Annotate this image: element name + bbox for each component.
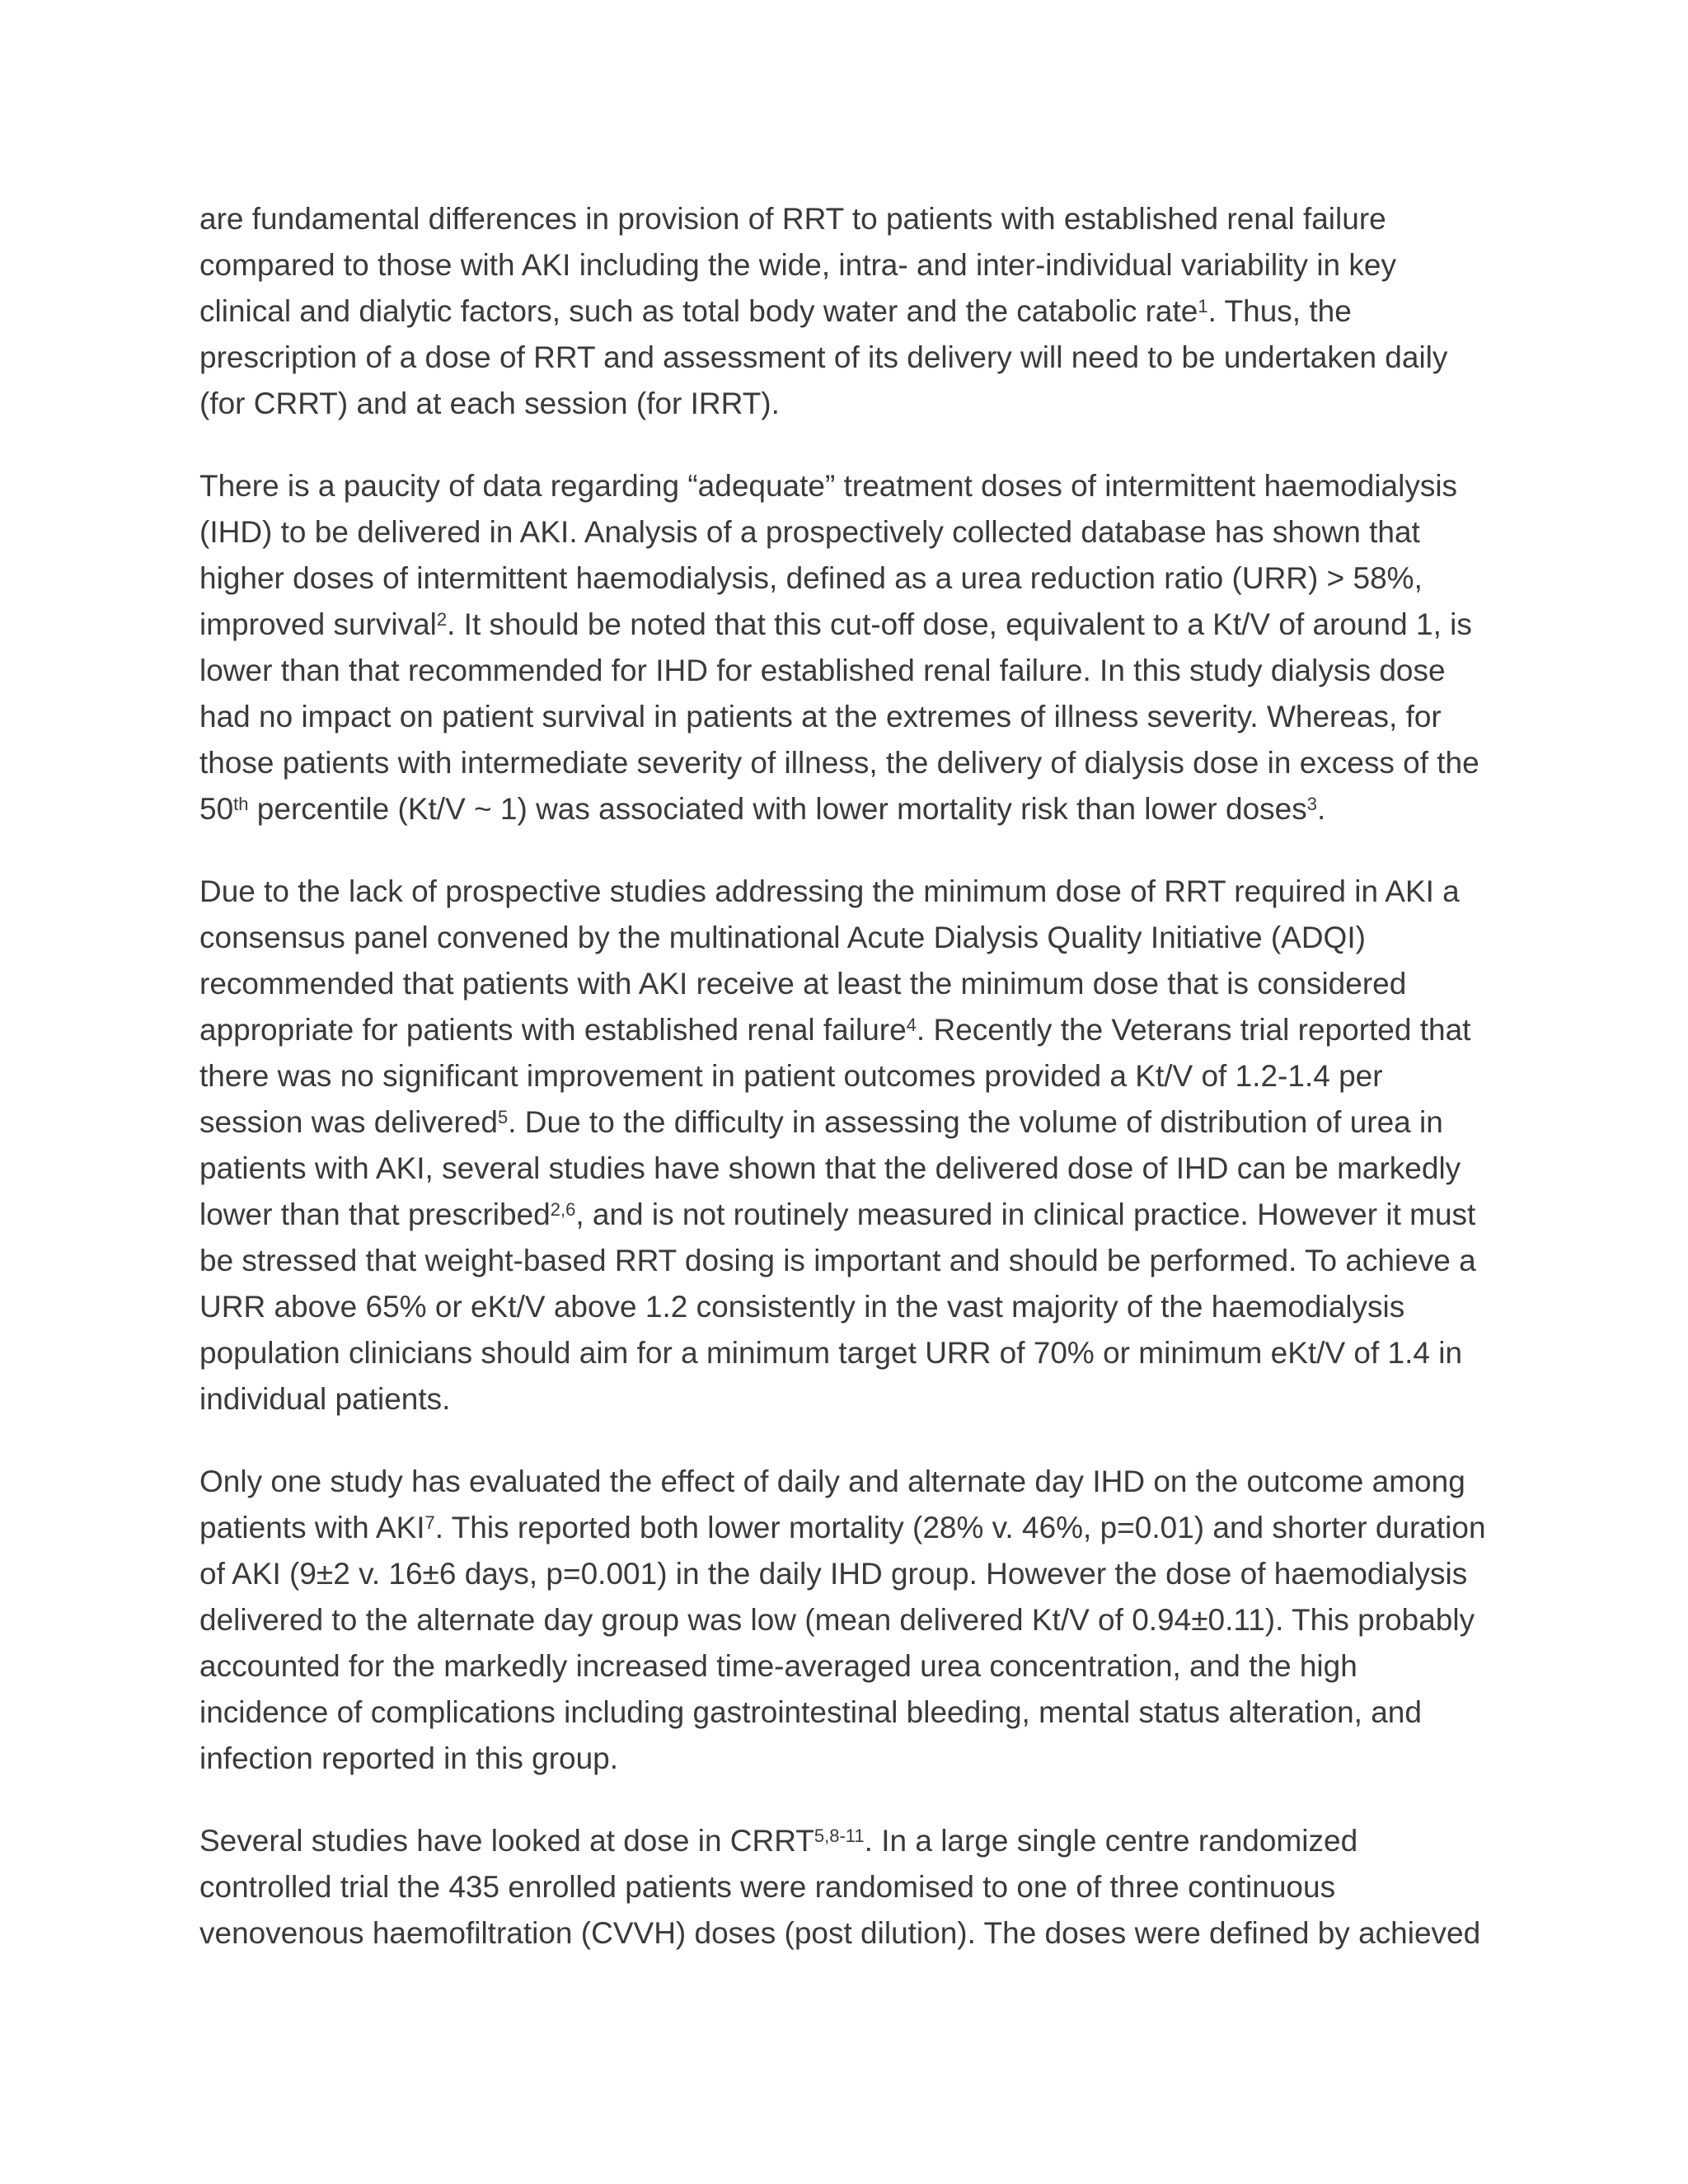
citation-superscript: 3 [1306, 793, 1317, 814]
paragraph-text: . Thus, the prescription of a dose of RRT and assessment of its delivery will need to be undertaken daily (for CRRT) and at each session (for IRRT). [199, 294, 1448, 420]
ordinal-superscript: th [233, 793, 249, 814]
citation-superscript: 1 [1198, 295, 1208, 316]
citation-superscript: 4 [906, 1014, 917, 1035]
paragraph-text: Several studies have looked at dose in CRRT [199, 1824, 814, 1858]
body-text [199, 196, 1493, 1993]
paragraph-text: . It should be noted that this cut-off dose, equivalent to a Kt/V of around 1, is lower than that recommended for IHD for established renal failure. In this study dialysis dose had no impact on patient survival in patients at the extremes of illness severity. Whereas, for those patients with intermediate severity of illness, the delivery of dialysis dose in excess of the 50 [199, 607, 1479, 826]
paragraph-text: , and is not routinely measured in clinical practice. However it must be stressed that weight-based RRT dosing is important and should be performed. To achieve a URR above 65% or eKt/V above 1.2 consistently in the vast majority of the haemodialysis population clinicians should aim for a minimum target URR of 70% or minimum eKt/V of 1.4 in individual patients. [199, 1197, 1476, 1416]
citation-superscript: 2,6 [550, 1198, 576, 1220]
paragraph-text: . Recently the Veterans trial reported that there was no significant improvement in patient outcomes provided a Kt/V of 1.2-1.4 per session was delivered [199, 1013, 1471, 1139]
citation-superscript: 7 [424, 1511, 435, 1533]
citation-superscript: 2 [436, 608, 448, 630]
paragraph-text: . Due to the difficulty in assessing the volume of distribution of urea in patients with AKI, several studies have shown that the delivered dose of IHD can be markedly lower than that prescribed [199, 1105, 1461, 1231]
paragraph-4 [199, 1459, 1493, 1782]
paragraph-2 [199, 463, 1493, 832]
paragraph-text: There is a paucity of data regarding “adequate” treatment doses of intermittent haemodialysis (IHD) to be delivered in AKI. Analysis of a prospectively collected database has shown that higher doses of intermittent haemodialysis, defined as a urea reduction ratio (URR) > 58%, improved survival [199, 469, 1458, 641]
citation-superscript: 5,8-11 [814, 1825, 865, 1846]
paragraph-5 [199, 1818, 1493, 1957]
paragraph-text: Due to the lack of prospective studies addressing the minimum dose of RRT required in AKI a consensus panel convened by the multinational Acute Dialysis Quality Initiative (ADQI) recommended that patients with AKI receive at least the minimum dose that is considered appropriate for patients with established renal failure [199, 874, 1460, 1047]
paragraph-text: Only one study has evaluated the effect of daily and alternate day IHD on the outcome among patients with AKI [199, 1465, 1465, 1544]
paragraph-text: . [1316, 792, 1326, 826]
citation-superscript: 5 [497, 1106, 509, 1127]
paragraph-3 [199, 869, 1493, 1422]
paragraph-text: percentile (Kt/V ~ 1) was associated with lower mortality risk than lower doses [248, 792, 1307, 826]
paragraph-1 [199, 196, 1493, 427]
paragraph-text: . This reported both lower mortality (28% v. 46%, p=0.01) and shorter duration of AKI (9±2 v. 16±6 days, p=0.001) in the daily IHD group. However the dose of haemodialysis delivered to the alternate day group was low (mean delivered Kt/V of 0.94±0.11). This probably accounted for the markedly increased time-averaged urea concentration, and the high incidence of complications including gastrointestinal bleeding, mental status alteration, and infection reported in this group. [199, 1511, 1486, 1775]
paragraph-text: are fundamental differences in provision of RRT to patients with established renal failure compared to those with AKI including the wide, intra- and inter-individual variability in key clinical and dialytic factors, such as total body water and the catabolic rate [199, 202, 1396, 328]
paragraph-text: . In a large single centre randomized controlled trial the 435 enrolled patients were randomised to one of three continuous venovenous haemofiltration (CVVH) doses (post dilution). The doses were defined by achieved [199, 1824, 1481, 1950]
